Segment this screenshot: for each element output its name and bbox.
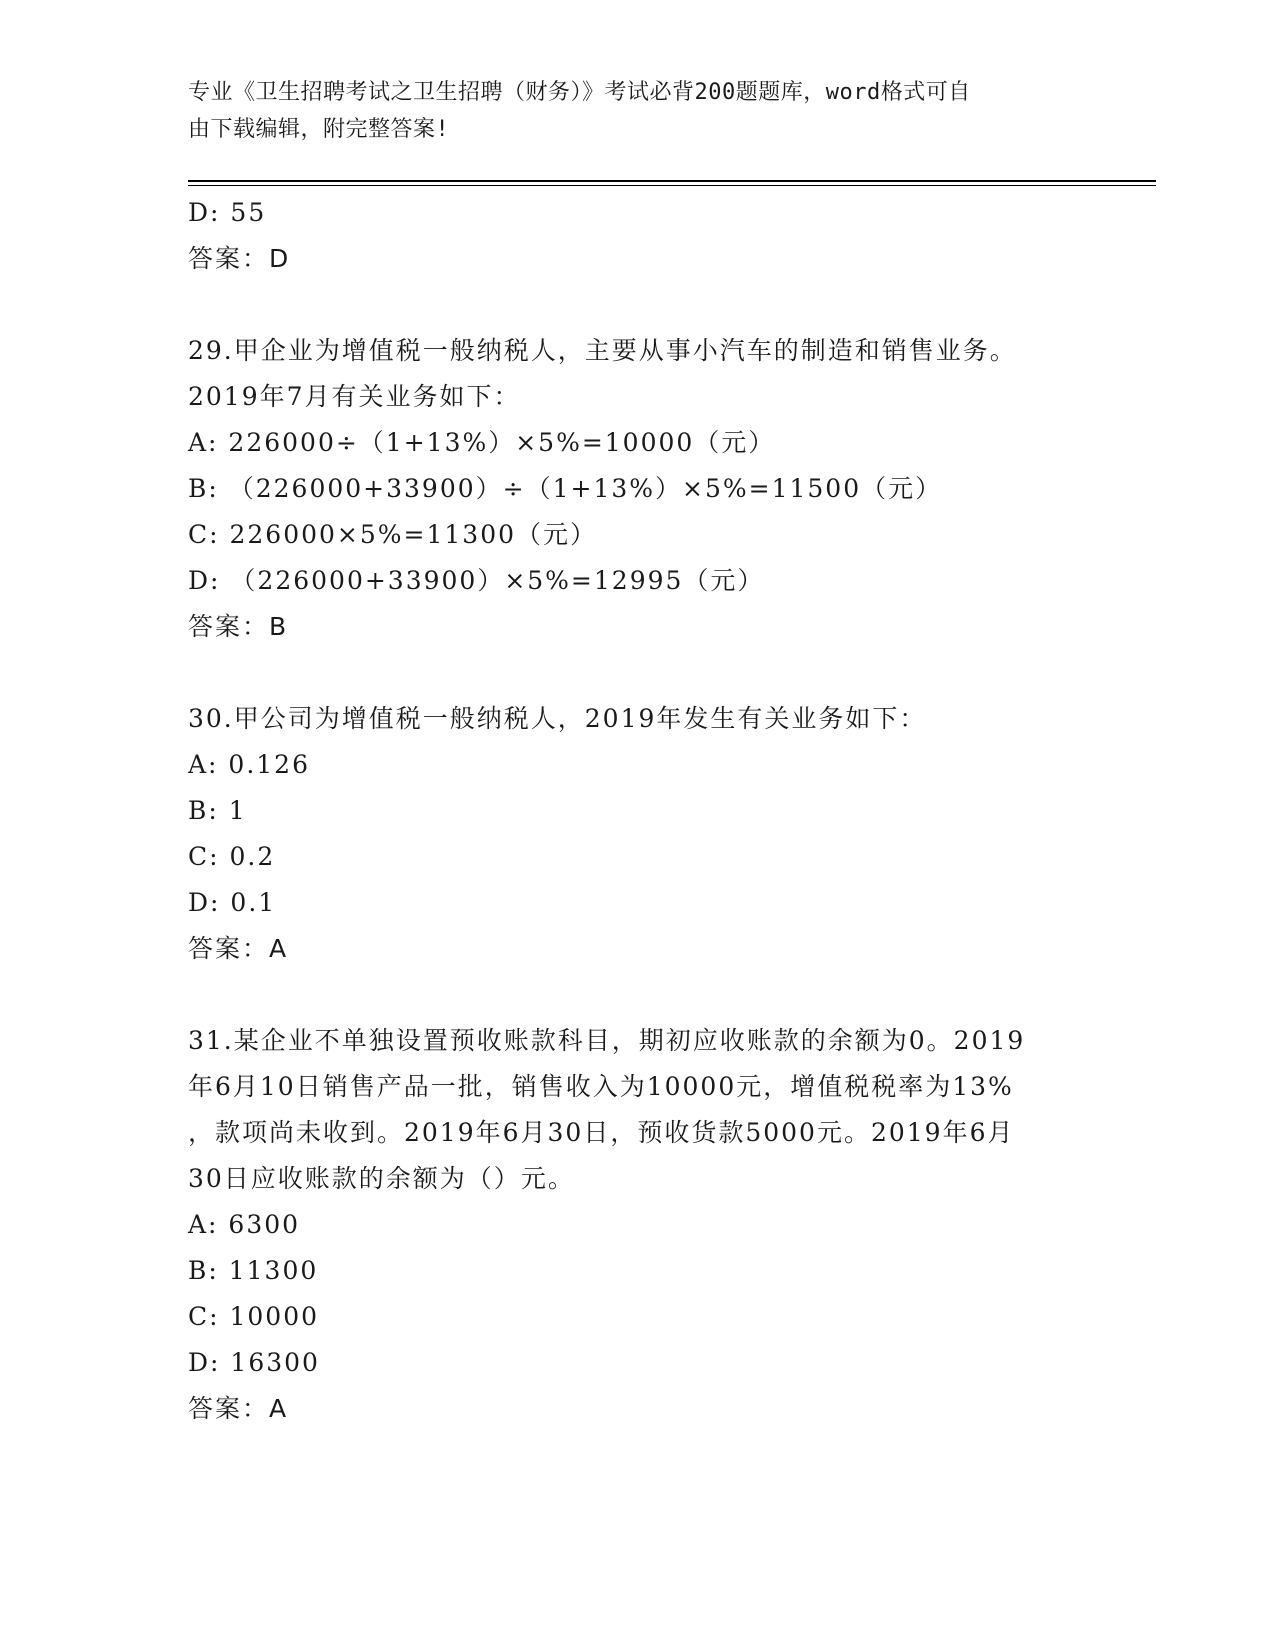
question-text-line: 年6月10日销售产品一批，销售收入为10000元，增值税税率为13% bbox=[188, 1072, 1014, 1101]
question-text-line: 29.甲企业为增值税一般纳税人，主要从事小汽车的制造和销售业务。 bbox=[188, 336, 1017, 365]
answer-line: 答案：A bbox=[188, 1394, 289, 1423]
answer-line: 答案：D bbox=[188, 244, 291, 273]
option-c: C: 226000×5%=11300（元） bbox=[188, 520, 598, 549]
option-a: A: 6300 bbox=[188, 1210, 301, 1239]
header-line-1: 专业《卫生招聘考试之卫生招聘（财务）》考试必背200题题库，word格式可自 bbox=[188, 80, 971, 105]
option-c: C: 10000 bbox=[188, 1302, 320, 1331]
question-text-line: 30日应收账款的余额为（）元。 bbox=[188, 1164, 575, 1193]
document-body bbox=[188, 190, 1088, 1432]
option-d: D: 0.1 bbox=[188, 888, 277, 917]
question-29 bbox=[188, 328, 1088, 650]
question-text-line: 2019年7月有关业务如下： bbox=[188, 382, 521, 411]
question-text-line: ，款项尚未收到。2019年6月30日，预收货款5000元。2019年6月 bbox=[188, 1118, 1015, 1147]
question-text-line: 31.某企业不单独设置预收账款科目，期初应收账款的余额为0。2019 bbox=[188, 1026, 1026, 1055]
question-31 bbox=[188, 1018, 1088, 1432]
spacer bbox=[188, 650, 1088, 696]
spacer bbox=[188, 282, 1088, 328]
header-divider-thin bbox=[188, 185, 1156, 186]
previous-question-tail bbox=[188, 190, 1088, 282]
option-a: A: 0.126 bbox=[188, 750, 310, 779]
option-d: D: 16300 bbox=[188, 1348, 320, 1377]
question-30 bbox=[188, 696, 1088, 972]
question-text-line: 30.甲公司为增值税一般纳税人，2019年发生有关业务如下： bbox=[188, 704, 927, 733]
header-divider-thick bbox=[188, 180, 1156, 182]
document-header bbox=[188, 74, 1068, 148]
option-d: D: （226000+33900）×5%=12995（元） bbox=[188, 566, 765, 595]
answer-line: 答案：B bbox=[188, 612, 289, 641]
spacer bbox=[188, 972, 1088, 1018]
header-line-2: 由下载编辑，附完整答案! bbox=[188, 117, 450, 142]
option-b: B: （226000+33900）÷（1+13%）×5%=11500（元） bbox=[188, 474, 943, 503]
option-b: B: 1 bbox=[188, 796, 247, 825]
option-a: A: 226000÷（1+13%）×5%=10000（元） bbox=[188, 428, 776, 457]
answer-line: 答案：A bbox=[188, 934, 289, 963]
option-c: C: 0.2 bbox=[188, 842, 276, 871]
option-b: B: 11300 bbox=[188, 1256, 319, 1285]
option-d: D: 55 bbox=[188, 198, 267, 227]
